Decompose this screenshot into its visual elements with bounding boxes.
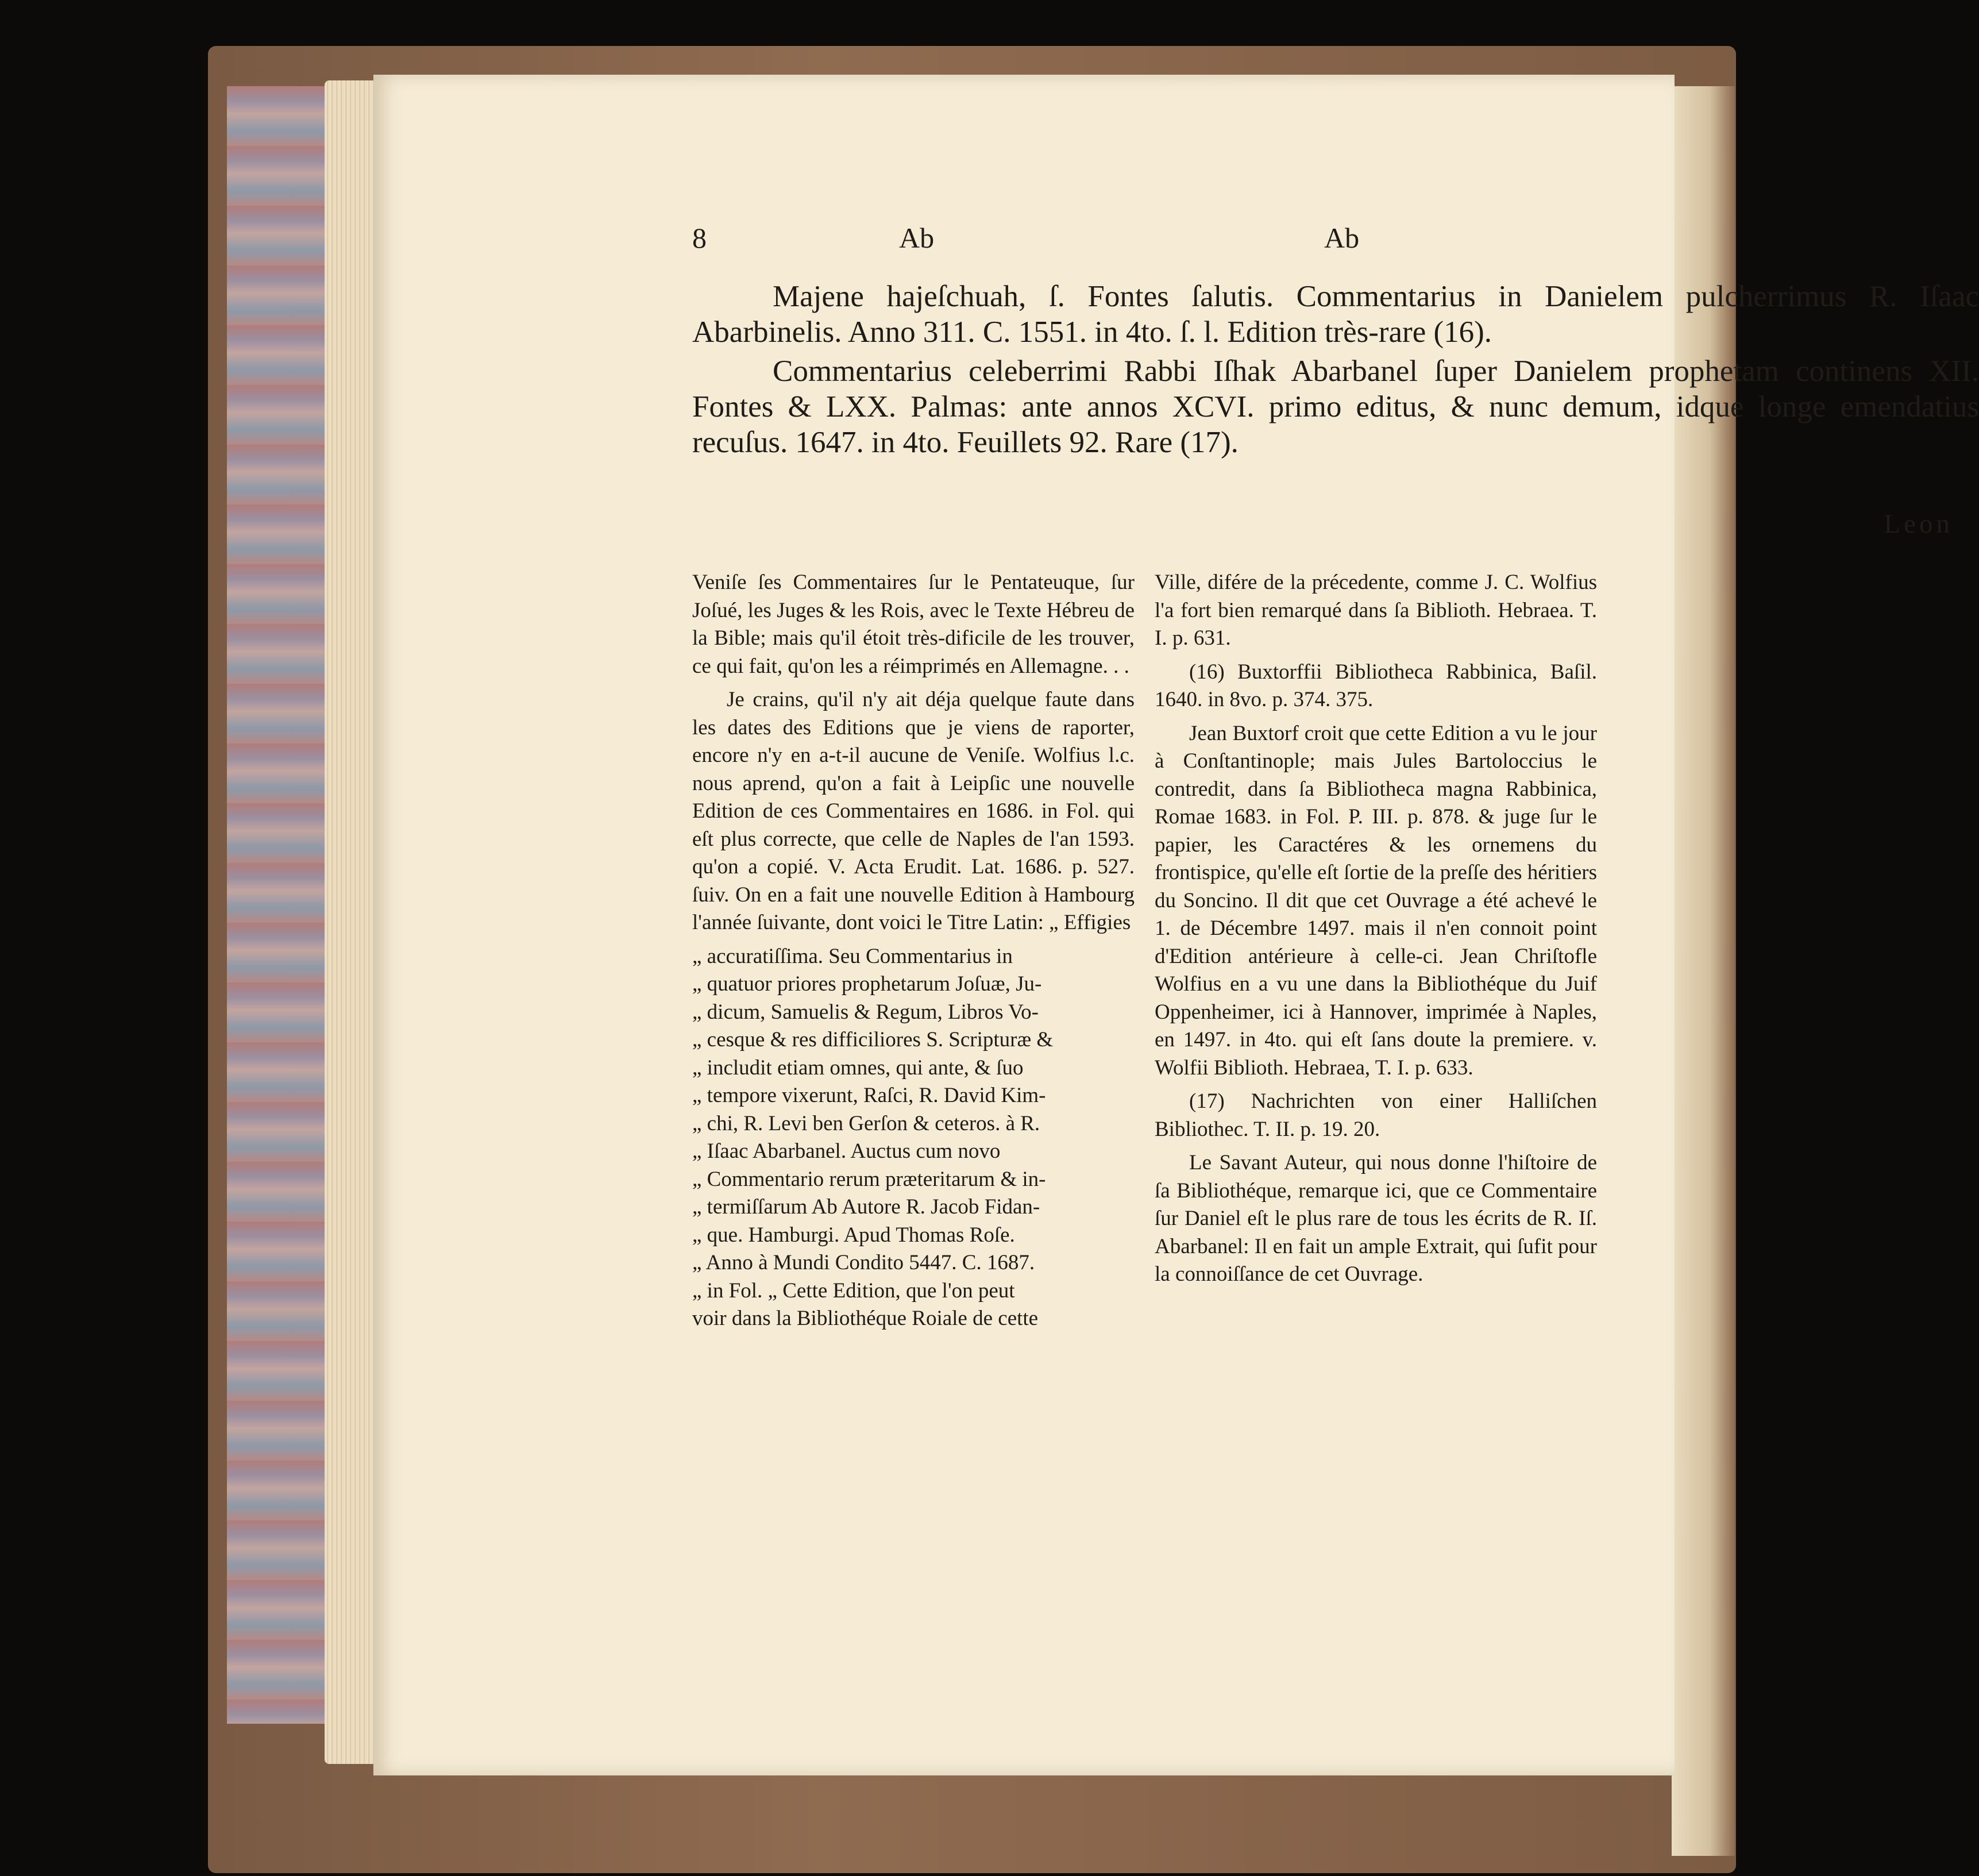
quote-line: „ tempore vixerunt, Raſci, R. David Kim- xyxy=(692,1084,1046,1107)
left-paragraph-1: Veniſe ſes Commentaires ſur le Pentateuque, ſur Joſué, les Juges & les Rois, avec le Texte Hébreu de la Bible; mais qu'il étoit très-dificile de les trouver, ce qui fait, qu'on les a réimprimés en Allemagne. . . xyxy=(692,571,1135,678)
footnote-16: (16) Buxtorffii Bibliotheca Rabbinica, Baſil. 1640. in 8vo. p. 374. 375. xyxy=(1155,660,1597,711)
main-text xyxy=(692,279,1979,460)
footnote-17: (17) Nachrichten von einer Halliſchen Bibliothec. T. II. p. 19. 20. xyxy=(1155,1089,1597,1141)
book-page xyxy=(373,75,1979,1775)
right-footnote-column xyxy=(1155,569,1597,1295)
right-paragraph-1: Ville, difére de la précedente, comme J. C. Wolfius l'a fort bien remarqué dans ſa Biblioth. Hebraea. T. I. p. 631. xyxy=(1155,571,1597,650)
quote-line: „ Anno à Mundi Condito 5447. C. 1687. xyxy=(692,1251,1035,1274)
quote-line: „ quatuor priores prophetarum Joſuæ, Ju- xyxy=(692,972,1042,996)
header-left: Ab xyxy=(899,222,935,254)
quote-line: „ includit etiam omnes, qui ante, & ſuo xyxy=(692,1056,1024,1080)
quote-line: „ Commentario rerum præteritarum & in- xyxy=(692,1167,1046,1191)
quote-line: „ chi, R. Levi ben Gerſon & ceteros. à R. xyxy=(692,1111,1040,1135)
quote-line: „ cesque & res difficiliores S. Scripturæ & xyxy=(692,1028,1054,1051)
left-footnote-column xyxy=(692,569,1135,1339)
header-right: Ab xyxy=(1324,222,1360,254)
left-paragraph-2: Je crains, qu'il n'y ait déja quelque faute dans les dates des Editions que je viens de raporter, encore n'y en a-t-il aucune de Veniſe. Wolfius l.c. nous aprend, qu'on a fait à Leipſic une nouvelle Edition de ces Commentaires en 1686. in Fol. qui eſt plus correcte, que celle de Naples de l'an 1593. qu'on a copié. V. Acta Erudit. Lat. 1686. p. 527. ſuiv. On en a fait une nouvelle Edition à Hambourg l'année ſuivante, dont voici le Titre Latin: „ Effigies xyxy=(692,688,1135,934)
quote-line: „ dicum, Samuelis & Regum, Libros Vo- xyxy=(692,1000,1039,1024)
main-paragraph-2: Commentarius celeberrimi Rabbi Iſhak Abarbanel ſuper Danielem prophetam continens XII. Fontes & LXX. Palmas: ante annos XCVI. primo editus, & nunc demum, idque longe emendatius recuſus. 1647. in 4to. Feuillets 92. Rare (17). xyxy=(692,355,1979,459)
right-paragraph-5: Le Savant Auteur, qui nous donne l'hiſtoire de ſa Bibliothéque, remarque ici, que ce Commentaire ſur Daniel eſt le plus rare de tous les écrits de R. Iſ. Abarbanel: Il en fait un ample Extrait, qui ſufit pour la connoiſſance de cet Ouvrage. xyxy=(1155,1151,1597,1286)
right-paragraph-3: Jean Buxtorf croit que cette Edition a vu le jour à Conſtantinople; mais Jules Bartoloccius le contredit, dans ſa Bibliotheca magna Rabbinica, Romae 1683. in Fol. P. III. p. 878. & juge ſur le papier, les Caractéres & les ornemens du frontispice, qu'elle eſt ſortie de la preſſe des héritiers du Soncino. Il dit que cet Ouvrage a été achevé le 1. de Décembre 1497. mais il n'en connoit point d'Edition antérieure à celle-ci. Jean Chriſtofle Wolfius en a vu une dans la Bibliothéque du Juif Oppenheimer, ici à Hannover, imprimée à Naples, en 1497. in 4to. qui eſt ſans doute la premiere. v. Wolfii Biblioth. Hebraea, T. I. p. 633. xyxy=(1155,721,1598,1080)
main-paragraph-1: Majene hajeſchuah, ſ. Fontes ſalutis. Commentarius in Danielem pulcherrimus R. Iſaac Abarbinelis. Anno 311. C. 1551. in 4to. ſ. l. Edition très-rare (16). xyxy=(692,280,1979,349)
left-last-line: voir dans la Bibliothéque Roiale de cette xyxy=(692,1307,1039,1330)
marbled-fore-edge xyxy=(227,86,327,1724)
quote-line: „ in Fol. „ Cette Edition, que l'on peut xyxy=(692,1278,1015,1303)
quote-line: „ que. Hamburgi. Apud Thomas Roſe. xyxy=(692,1223,1015,1247)
running-head xyxy=(692,221,1393,261)
quote-line: „ accuratiſſima. Seu Commentarius in xyxy=(692,944,1013,968)
quote-line: „ Iſaac Abarbanel. Auctus cum novo xyxy=(692,1139,1001,1163)
quote-line: „ termiſſarum Ab Autore R. Jacob Fidan- xyxy=(692,1195,1040,1219)
page-number: 8 xyxy=(692,222,707,254)
latin-title-quote xyxy=(692,943,1135,1305)
catchword: Leon xyxy=(1884,509,1953,539)
